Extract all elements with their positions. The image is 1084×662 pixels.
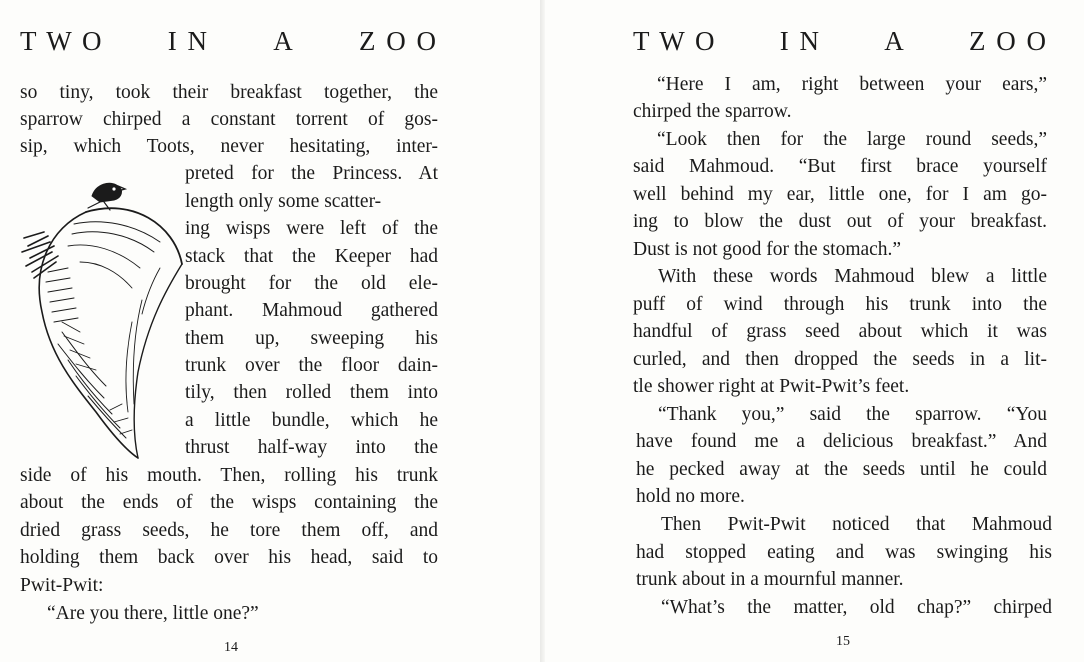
text-line: had stopped eating and was swinging his bbox=[636, 542, 1052, 563]
text-line: With these words Mahmoud blew a little bbox=[658, 266, 1047, 287]
page-number: 14 bbox=[224, 640, 238, 655]
page-number: 15 bbox=[836, 634, 850, 649]
text-line: “Are you there, little one?” bbox=[47, 603, 259, 624]
text-line: “Thank you,” said the sparrow. “You bbox=[658, 404, 1047, 425]
text-line: sip, which Toots, never hesitating, inter- bbox=[20, 136, 438, 157]
text-line: a little bundle, which he bbox=[185, 410, 438, 431]
text-line: so tiny, took their breakfast together, the bbox=[20, 82, 438, 103]
text-line: dried grass seeds, he tore them off, and bbox=[20, 520, 438, 541]
running-head-word: T W O bbox=[20, 26, 104, 56]
text-line: Pwit-Pwit: bbox=[20, 575, 104, 596]
elephant-ear-with-sparrow-illustration bbox=[14, 172, 184, 462]
text-line: he pecked away at the seeds until he could bbox=[636, 459, 1047, 480]
text-line: trunk about in a mournful manner. bbox=[636, 569, 904, 590]
text-line: puff of wind through his trunk into the bbox=[633, 294, 1047, 315]
text-line: length only some scatter- bbox=[185, 191, 382, 212]
text-line: chirped the sparrow. bbox=[633, 101, 792, 122]
text-line: tily, then rolled them into bbox=[185, 382, 438, 403]
text-line: about the ends of the wisps containing the bbox=[20, 492, 438, 513]
left-running-head bbox=[20, 26, 438, 57]
right-running-head bbox=[633, 26, 1048, 57]
running-head-word: A bbox=[884, 26, 906, 56]
running-head-word: I N bbox=[779, 26, 821, 56]
text-line: tle shower right at Pwit-Pwit’s feet. bbox=[633, 376, 910, 397]
text-line: Then Pwit-Pwit noticed that Mahmoud bbox=[661, 514, 1052, 535]
text-line: hold no more. bbox=[636, 486, 745, 507]
text-line: thrust half-way into the bbox=[185, 437, 438, 458]
text-line: “Here I am, right between your ears,” bbox=[657, 74, 1047, 95]
text-line: curled, and then dropped the seeds in a lit- bbox=[633, 349, 1047, 370]
running-head-word: A bbox=[273, 26, 295, 56]
text-line: “What’s the matter, old chap?” chirped bbox=[661, 597, 1052, 618]
running-head-word: T W O bbox=[633, 26, 717, 56]
text-line: “Look then for the large round seeds,” bbox=[657, 129, 1047, 150]
running-head-word: Z O O bbox=[968, 26, 1048, 56]
text-line: stack that the Keeper had bbox=[185, 246, 438, 267]
running-head-word: I N bbox=[167, 26, 209, 56]
running-head-word: Z O O bbox=[358, 26, 438, 56]
text-line: ing wisps were left of the bbox=[185, 218, 438, 239]
text-line: ing to blow the dust out of your breakfast. bbox=[633, 211, 1047, 232]
text-line: well behind my ear, little one, for I am go- bbox=[633, 184, 1047, 205]
text-line: trunk over the floor dain- bbox=[185, 355, 438, 376]
text-line: them up, sweeping his bbox=[185, 328, 438, 349]
text-line: have found me a delicious breakfast.” And bbox=[636, 431, 1047, 452]
text-line: handful of grass seed about which it was bbox=[633, 321, 1047, 342]
text-line: brought for the old ele- bbox=[185, 273, 438, 294]
text-line: sparrow chirped a constant torrent of gos- bbox=[20, 109, 438, 130]
text-line: holding them back over his head, said to bbox=[20, 547, 438, 568]
text-line: side of his mouth. Then, rolling his trunk bbox=[20, 465, 438, 486]
text-line: preted for the Princess. At bbox=[185, 163, 438, 184]
text-line: phant. Mahmoud gathered bbox=[185, 300, 438, 321]
text-line: Dust is not good for the stomach.” bbox=[633, 239, 902, 260]
text-line: said Mahmoud. “But first brace yourself bbox=[633, 156, 1047, 177]
